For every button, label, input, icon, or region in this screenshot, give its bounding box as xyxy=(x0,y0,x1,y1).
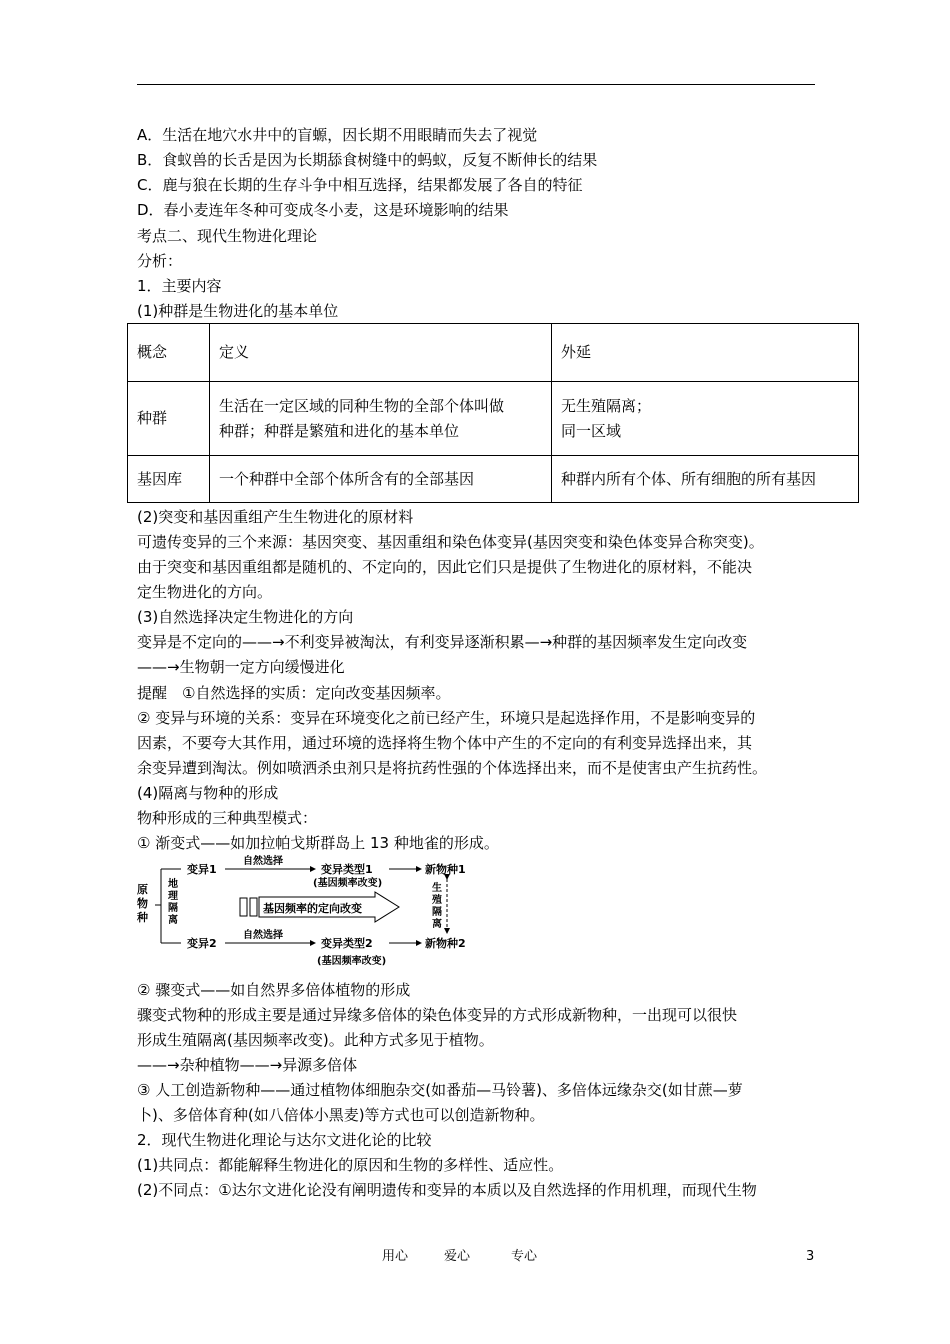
geo-char: 地 xyxy=(168,879,178,890)
geo-char: 隔 xyxy=(168,903,178,914)
body-line: 定生物进化的方向。 xyxy=(137,583,273,601)
freq-change-label: (基因频率改变) xyxy=(313,878,383,889)
body-line: 因素，不要夸大其作用，通过环境的选择将生物个体中产生的不定向的有利变异选择出来，其 xyxy=(137,734,753,752)
cell-line: 无生殖隔离； xyxy=(561,396,652,415)
body-line: 形成生殖隔离(基因频率改变)。此种方式多见于植物。 xyxy=(137,1031,494,1049)
footer-text: 专心 xyxy=(511,1249,538,1264)
table-cell xyxy=(552,382,859,456)
table-cell xyxy=(210,382,552,456)
repro-char: 殖 xyxy=(432,895,442,906)
header-rule xyxy=(137,84,815,85)
body-line: 卜)、多倍体育种(如八倍体小黑麦)等方式也可以创造新物种。 xyxy=(137,1106,545,1124)
cell-line: 种群内所有个体、所有细胞的所有基因 xyxy=(561,469,817,488)
table-cell: 种群 xyxy=(128,382,210,456)
option-b: B．食蚁兽的长舌是因为长期舔食树缝中的蚂蚁，反复不断伸长的结果 xyxy=(137,151,598,169)
variation-2-label: 变异2 xyxy=(187,937,217,950)
body-line: 可遗传变异的三个来源：基因突变、基因重组和染色体变异(基因突变和染色体变异合称突变)。 xyxy=(137,533,764,551)
table-header: 外延 xyxy=(552,324,859,382)
body-line: 变异是不定向的——→不利变异被淘汰，有利变异逐渐积累—→种群的基因频率发生定向改变 xyxy=(137,633,748,651)
body-line: 2．现代生物进化理论与达尔文进化论的比较 xyxy=(137,1131,432,1149)
speciation-diagram xyxy=(135,853,480,971)
body-line: ② 变异与环境的关系：变异在环境变化之前已经产生，环境只是起选择作用，不是影响变异的 xyxy=(137,709,756,727)
body-line: (2)突变和基因重组产生生物进化的原材料 xyxy=(137,508,414,526)
footer-text: 用心 xyxy=(382,1249,409,1264)
body-line: 由于突变和基因重组都是随机的、不定向的，因此它们只是提供了生物进化的原材料，不能决 xyxy=(137,558,753,576)
new-species-1: 新物种1 xyxy=(425,863,466,876)
table-header: 概念 xyxy=(128,324,210,382)
natural-selection-label: 自然选择 xyxy=(243,930,283,941)
body-line: 余变异遭到淘汰。例如喷洒杀虫剂只是将抗药性强的个体选择出来，而不是使害虫产生抗药性。 xyxy=(137,759,768,777)
repro-char: 离 xyxy=(432,919,442,930)
geo-char: 理 xyxy=(168,891,178,902)
variation-type-2: 变异类型2 xyxy=(321,937,373,950)
body-line: (1)共同点：都能解释生物进化的原因和生物的多样性、适应性。 xyxy=(137,1156,564,1174)
origin-char: 原 xyxy=(137,883,148,896)
variation-1-label: 变异1 xyxy=(187,863,217,876)
cell-line: 种群；种群是繁殖和进化的基本单位 xyxy=(219,421,460,440)
geo-char: 离 xyxy=(168,915,178,926)
table-row xyxy=(128,456,859,503)
repro-char: 生 xyxy=(432,883,442,894)
origin-char: 物 xyxy=(137,897,148,910)
footer-text: 爱心 xyxy=(444,1249,471,1264)
body-line: (4)隔离与物种的形成 xyxy=(137,784,279,802)
table-header: 定义 xyxy=(210,324,552,382)
table-row xyxy=(128,382,859,456)
table-cell xyxy=(552,456,859,503)
natural-selection-label: 自然选择 xyxy=(243,856,283,867)
new-species-2: 新物种2 xyxy=(425,937,466,950)
cell-line: 生活在一定区域的同种生物的全部个体叫做 xyxy=(219,396,505,415)
bar-mark xyxy=(240,898,247,916)
table-cell xyxy=(210,456,552,503)
body-line: ② 骤变式——如自然界多倍体植物的形成 xyxy=(137,981,411,999)
section-title: 考点二、现代生物进化理论 xyxy=(137,227,318,245)
table-header-row xyxy=(128,324,859,382)
repro-char: 隔 xyxy=(432,907,442,918)
option-a: A．生活在地穴水井中的盲螈，因长期不用眼睛而失去了视觉 xyxy=(137,126,538,144)
body-line: 骤变式物种的形成主要是通过异缘多倍体的染色体变异的方式形成新物种，一出现可以很快 xyxy=(137,1006,738,1024)
cell-line: 同一区域 xyxy=(561,421,622,440)
sub-1: (1)种群是生物进化的基本单位 xyxy=(137,302,339,320)
analysis-label: 分析： xyxy=(137,252,183,270)
body-line: 提醒 ①自然选择的实质：定向改变基因频率。 xyxy=(137,684,451,702)
body-line: ——→生物朝一定方向缓慢进化 xyxy=(137,658,345,676)
freq-change-label: (基因频率改变) xyxy=(317,956,387,967)
body-line: (2)不同点：①达尔文进化论没有阐明遗传和变异的本质以及自然选择的作用机理，而现代生物 xyxy=(137,1181,757,1199)
option-d: D．春小麦连年冬种可变成冬小麦，这是环境影响的结果 xyxy=(137,201,509,219)
option-c: C．鹿与狼在长期的生存斗争中相互选择，结果都发展了各自的特征 xyxy=(137,176,583,194)
item-1: 1．主要内容 xyxy=(137,277,222,295)
variation-type-1: 变异类型1 xyxy=(321,863,373,876)
body-line: (3)自然选择决定生物进化的方向 xyxy=(137,608,354,626)
body-line: ① 渐变式——如加拉帕戈斯群岛上 13 种地雀的形成。 xyxy=(137,834,499,852)
body-line: 物种形成的三种典型模式： xyxy=(137,809,318,827)
big-arrow-label: 基因频率的定向改变 xyxy=(263,902,362,915)
table-cell: 基因库 xyxy=(128,456,210,503)
body-line: ——→杂种植物——→异源多倍体 xyxy=(137,1056,358,1074)
page-number: 3 xyxy=(806,1249,815,1264)
cell-line: 一个种群中全部个体所含有的全部基因 xyxy=(219,469,475,488)
origin-char: 种 xyxy=(137,911,148,924)
body-line: ③ 人工创造新物种——通过植物体细胞杂交(如番茄—马铃薯)、多倍体远缘杂交(如甘蔗—萝 xyxy=(137,1081,743,1099)
concept-table xyxy=(127,323,859,503)
bar-mark xyxy=(250,898,257,916)
